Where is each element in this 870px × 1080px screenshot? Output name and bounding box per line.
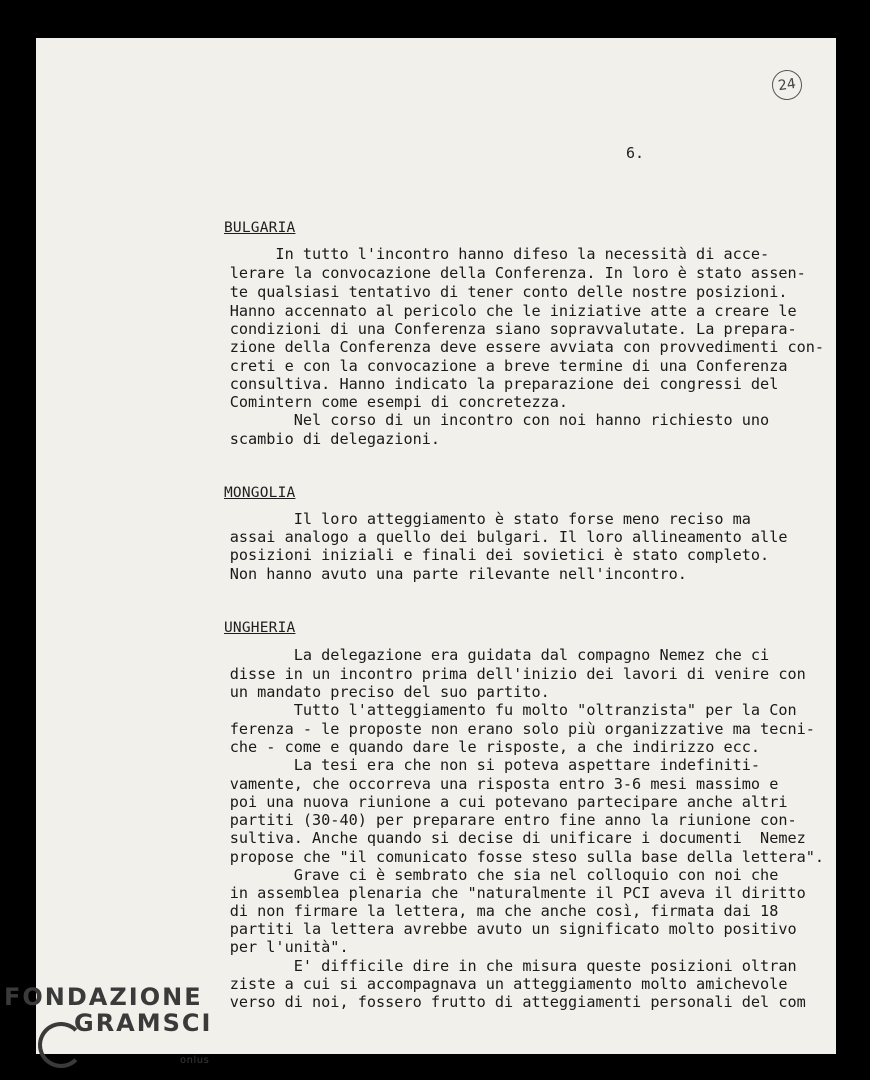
document-page xyxy=(36,38,836,1054)
text-line: Il loro atteggiamento è stato forse meno reciso ma xyxy=(184,510,751,528)
text-line: Comintern come esempi di concretezza. xyxy=(184,393,569,411)
text-line: Non hanno avuto una parte rilevante nell'incontro. xyxy=(184,565,687,583)
text-line: assai analogo a quello dei bulgari. Il loro allineamento alle xyxy=(184,528,788,546)
watermark-line-2: GRAMSCI xyxy=(74,1009,213,1037)
foundation-watermark xyxy=(4,983,213,1066)
page-number: 6. xyxy=(626,144,645,162)
text-line: vamente, che occorreva una risposta entro 3-6 mesi massimo e xyxy=(184,775,779,793)
section-heading-ungheria: UNGHERIA xyxy=(224,620,296,636)
text-line: che - come e quando dare le risposte, a che indirizzo ecc. xyxy=(184,738,761,756)
text-line: verso di noi, fossero frutto di atteggiamenti personali del com xyxy=(184,993,806,1011)
watermark-suffix: onlus xyxy=(180,1055,210,1066)
text-line: consultiva. Hanno indicato la preparazione dei congressi del xyxy=(184,375,779,393)
text-line: per l'unità". xyxy=(184,938,349,956)
text-line: propose che "il comunicato fosse steso sulla base della lettera". xyxy=(184,848,825,866)
archive-stamp: 24 xyxy=(770,68,804,102)
text-line: un mandato preciso del suo partito. xyxy=(184,683,550,701)
text-line: sultiva. Anche quando si decise di unificare i documenti Nemez xyxy=(184,829,806,847)
text-line: posizioni iniziali e finali dei sovietici è stato completo. xyxy=(184,546,770,564)
text-line: In tutto l'incontro hanno difeso la necessità di acce- xyxy=(184,245,770,263)
text-line: condizioni di una Conferenza siano sopravvalutate. La prepara- xyxy=(184,320,797,338)
watermark-line-1: FONDAZIONE xyxy=(4,983,203,1011)
text-line: Grave ci è sembrato che sia nel colloquio con noi che xyxy=(184,866,779,884)
text-line: creti e con la convocazione a breve termine di una Conferenza xyxy=(184,357,788,375)
text-line: La delegazione era guidata dal compagno Nemez che ci xyxy=(184,646,770,664)
text-line: partiti (30-40) per preparare entro fine anno la riunione con- xyxy=(184,811,797,829)
text-line: Tutto l'atteggiamento fu molto "oltranzista" per la Con xyxy=(184,701,797,719)
watermark-logo-icon xyxy=(38,1022,84,1068)
text-line: disse in un incontro prima dell'inizio dei lavori di venire con xyxy=(184,665,806,683)
section-heading-mongolia: MONGOLIA xyxy=(224,485,296,501)
section-heading-bulgaria: BULGARIA xyxy=(224,220,296,236)
text-line: in assemblea plenaria che "naturalmente il PCI aveva il diritto xyxy=(184,884,806,902)
text-line: ferenza - le proposte non erano solo più organizzative ma tecni- xyxy=(184,720,815,738)
text-line: La tesi era che non si poteva aspettare indefiniti- xyxy=(184,756,761,774)
text-line: scambio di delegazioni. xyxy=(184,430,441,448)
text-line: zione della Conferenza deve essere avviata con provvedimenti con- xyxy=(184,338,825,356)
text-line: poi una nuova riunione a cui potevano partecipare anche altri xyxy=(184,793,788,811)
text-line: di non firmare la lettera, ma che anche così, firmata dai 18 xyxy=(184,902,779,920)
text-line: Nel corso di un incontro con noi hanno richiesto uno xyxy=(184,411,770,429)
text-line: lerare la convocazione della Conferenza. In loro è stato assen- xyxy=(184,264,806,282)
text-line: partiti la lettera avrebbe avuto un significato molto positivo xyxy=(184,920,797,938)
text-line: te qualsiasi tentativo di tener conto delle nostre posizioni. xyxy=(184,283,788,301)
text-line: Hanno accennato al pericolo che le iniziative atte a creare le xyxy=(184,302,797,320)
text-line: ziste a cui si accompagnava un atteggiamento molto amichevole xyxy=(184,975,788,993)
text-line: E' difficile dire in che misura queste posizioni oltran xyxy=(184,957,797,975)
